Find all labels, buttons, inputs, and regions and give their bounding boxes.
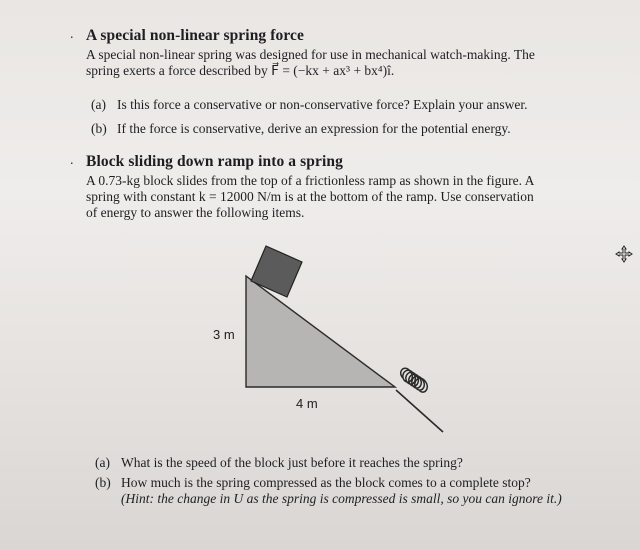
question-label: (b) <box>91 121 107 136</box>
section2-line1: A 0.73-kg block slides from the top of a frictionless ramp as shown in the figure. A <box>86 173 535 188</box>
move-cursor-icon <box>615 245 633 263</box>
base-label: 4 m <box>296 396 318 411</box>
question-label: (a) <box>91 97 106 112</box>
section2-title: Block sliding down ramp into a spring <box>86 153 343 170</box>
section2-question-a <box>95 455 463 471</box>
spring-coil <box>401 368 428 392</box>
section2-hint: (Hint: the change in U as the spring is compressed is small, so you can ignore it.) <box>121 491 562 506</box>
section1-title: A special non-linear spring force <box>86 27 305 44</box>
spring-wall <box>396 390 443 432</box>
section2-line3: of energy to answer the following items. <box>86 205 305 220</box>
question-text: What is the speed of the block just before it reaches the spring? <box>121 455 463 470</box>
question-label: (a) <box>95 455 110 470</box>
ramp-triangle <box>246 276 395 387</box>
section2-bullet: . <box>70 153 74 168</box>
section2-line2: spring with constant k = 12000 N/m is at the bottom of the ramp. Use conservation <box>86 189 534 204</box>
section2-question-b <box>95 475 531 491</box>
question-text: If the force is conservative, derive an expression for the potential energy. <box>117 121 511 136</box>
question-text: Is this force a conservative or non-conservative force? Explain your answer. <box>117 97 528 112</box>
section1-line1: A special non-linear spring was designed for use in mechanical watch-making. The <box>86 47 535 62</box>
section1-bullet: . <box>70 27 74 42</box>
section1-line2: spring exerts a force described by F⃗ = (−kx + ax³ + bx⁴)î. <box>86 63 395 78</box>
question-text: How much is the spring compressed as the block comes to a complete stop? <box>121 475 531 490</box>
height-label: 3 m <box>213 327 235 342</box>
question-label: (b) <box>95 475 111 490</box>
